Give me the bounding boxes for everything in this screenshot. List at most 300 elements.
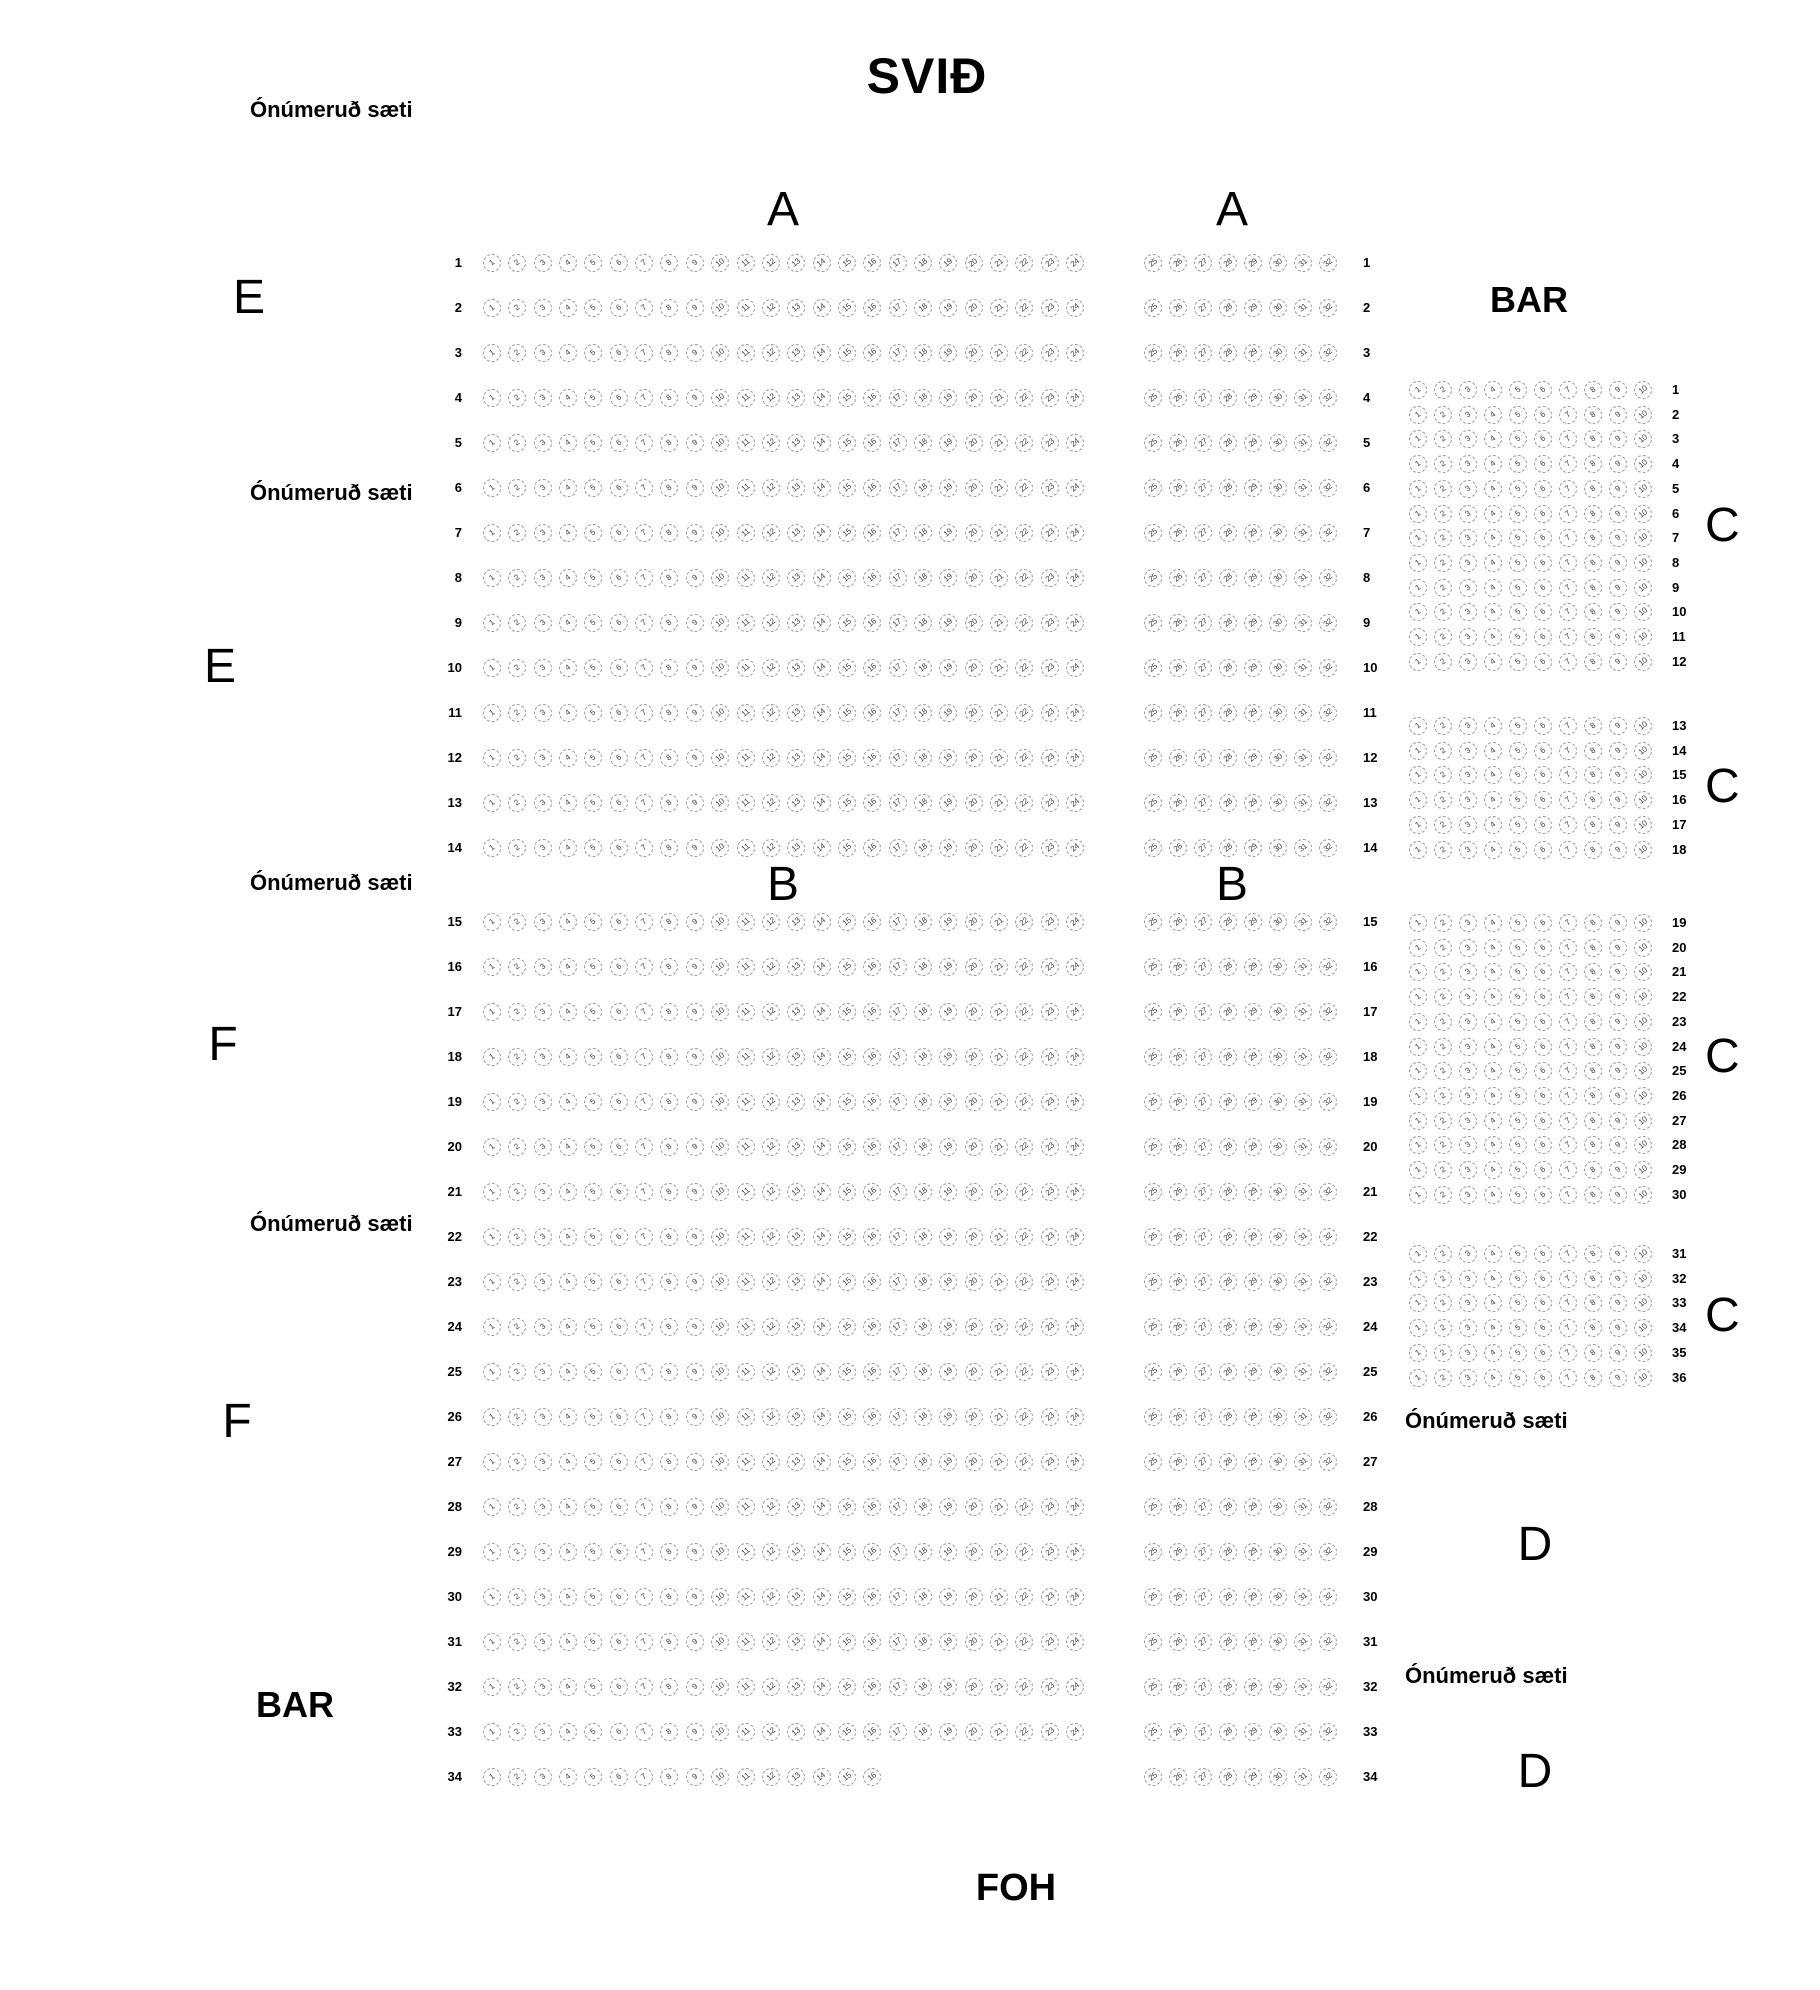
seat[interactable] xyxy=(660,839,678,857)
seat[interactable] xyxy=(965,1678,983,1696)
seat[interactable] xyxy=(1459,653,1477,671)
seat[interactable] xyxy=(1066,1093,1084,1111)
seat[interactable] xyxy=(914,913,932,931)
seat[interactable] xyxy=(1169,1723,1187,1741)
seat[interactable] xyxy=(1609,1319,1627,1337)
seat[interactable] xyxy=(914,1048,932,1066)
seat[interactable] xyxy=(1559,1136,1577,1154)
seat[interactable] xyxy=(483,1048,501,1066)
seat[interactable] xyxy=(914,299,932,317)
seat[interactable] xyxy=(787,1633,805,1651)
seat[interactable] xyxy=(686,1228,704,1246)
seat[interactable] xyxy=(1459,603,1477,621)
seat[interactable] xyxy=(1244,794,1262,812)
seat[interactable] xyxy=(1294,434,1312,452)
seat[interactable] xyxy=(559,1588,577,1606)
seat[interactable] xyxy=(939,479,957,497)
seat[interactable] xyxy=(1319,1678,1337,1696)
seat[interactable] xyxy=(914,958,932,976)
seat[interactable] xyxy=(1269,659,1287,677)
seat[interactable] xyxy=(787,1228,805,1246)
seat[interactable] xyxy=(660,1273,678,1291)
seat[interactable] xyxy=(939,1048,957,1066)
seat[interactable] xyxy=(889,1498,907,1516)
seat[interactable] xyxy=(1634,653,1652,671)
seat[interactable] xyxy=(1194,1003,1212,1021)
seat[interactable] xyxy=(610,299,628,317)
seat[interactable] xyxy=(584,479,602,497)
seat[interactable] xyxy=(660,1138,678,1156)
seat[interactable] xyxy=(939,794,957,812)
seat[interactable] xyxy=(1294,524,1312,542)
seat[interactable] xyxy=(610,1723,628,1741)
seat[interactable] xyxy=(534,524,552,542)
seat[interactable] xyxy=(965,1318,983,1336)
seat[interactable] xyxy=(584,1318,602,1336)
seat[interactable] xyxy=(1319,254,1337,272)
seat[interactable] xyxy=(889,1138,907,1156)
seat[interactable] xyxy=(863,749,881,767)
seat[interactable] xyxy=(1194,569,1212,587)
seat[interactable] xyxy=(1509,963,1527,981)
seat[interactable] xyxy=(1066,958,1084,976)
seat[interactable] xyxy=(1509,939,1527,957)
seat[interactable] xyxy=(863,1228,881,1246)
seat[interactable] xyxy=(1409,717,1427,735)
seat[interactable] xyxy=(584,1408,602,1426)
seat[interactable] xyxy=(965,1003,983,1021)
seat[interactable] xyxy=(1144,1318,1162,1336)
seat[interactable] xyxy=(1294,1408,1312,1426)
seat[interactable] xyxy=(838,704,856,722)
seat[interactable] xyxy=(1634,455,1652,473)
seat[interactable] xyxy=(1219,1183,1237,1201)
seat[interactable] xyxy=(1194,1543,1212,1561)
seat[interactable] xyxy=(1219,1093,1237,1111)
seat[interactable] xyxy=(939,958,957,976)
seat[interactable] xyxy=(1559,1270,1577,1288)
seat[interactable] xyxy=(1244,704,1262,722)
seat[interactable] xyxy=(1041,839,1059,857)
seat[interactable] xyxy=(635,434,653,452)
seat[interactable] xyxy=(660,254,678,272)
seat[interactable] xyxy=(1066,389,1084,407)
seat[interactable] xyxy=(584,1183,602,1201)
seat[interactable] xyxy=(635,1543,653,1561)
seat[interactable] xyxy=(1219,1048,1237,1066)
seat[interactable] xyxy=(1609,628,1627,646)
seat[interactable] xyxy=(660,659,678,677)
seat[interactable] xyxy=(1534,406,1552,424)
seat[interactable] xyxy=(838,614,856,632)
seat[interactable] xyxy=(1041,434,1059,452)
seat[interactable] xyxy=(1559,653,1577,671)
seat[interactable] xyxy=(1144,299,1162,317)
seat[interactable] xyxy=(1434,480,1452,498)
seat[interactable] xyxy=(990,434,1008,452)
seat[interactable] xyxy=(863,1588,881,1606)
seat[interactable] xyxy=(1409,816,1427,834)
seat[interactable] xyxy=(1509,1344,1527,1362)
seat[interactable] xyxy=(1409,1136,1427,1154)
seat[interactable] xyxy=(711,704,729,722)
seat[interactable] xyxy=(1041,1723,1059,1741)
seat[interactable] xyxy=(1144,1363,1162,1381)
seat[interactable] xyxy=(1409,1038,1427,1056)
seat[interactable] xyxy=(1144,1633,1162,1651)
seat[interactable] xyxy=(1244,344,1262,362)
seat[interactable] xyxy=(1459,988,1477,1006)
seat[interactable] xyxy=(1509,628,1527,646)
seat[interactable] xyxy=(686,569,704,587)
seat[interactable] xyxy=(737,1363,755,1381)
seat[interactable] xyxy=(1169,958,1187,976)
seat[interactable] xyxy=(1066,659,1084,677)
seat[interactable] xyxy=(1634,742,1652,760)
seat[interactable] xyxy=(635,1723,653,1741)
seat[interactable] xyxy=(787,524,805,542)
seat[interactable] xyxy=(1015,1138,1033,1156)
seat[interactable] xyxy=(584,1768,602,1786)
seat[interactable] xyxy=(686,614,704,632)
seat[interactable] xyxy=(610,1408,628,1426)
seat[interactable] xyxy=(1434,579,1452,597)
seat[interactable] xyxy=(889,299,907,317)
seat[interactable] xyxy=(1319,958,1337,976)
seat[interactable] xyxy=(1144,659,1162,677)
seat[interactable] xyxy=(1534,1161,1552,1179)
seat[interactable] xyxy=(914,344,932,362)
seat[interactable] xyxy=(1484,717,1502,735)
seat[interactable] xyxy=(1634,603,1652,621)
seat[interactable] xyxy=(914,254,932,272)
seat[interactable] xyxy=(813,434,831,452)
seat[interactable] xyxy=(1219,1003,1237,1021)
seat[interactable] xyxy=(1509,1136,1527,1154)
seat[interactable] xyxy=(508,1543,526,1561)
seat[interactable] xyxy=(1244,1588,1262,1606)
seat[interactable] xyxy=(1066,434,1084,452)
seat[interactable] xyxy=(483,434,501,452)
seat[interactable] xyxy=(990,839,1008,857)
seat[interactable] xyxy=(1194,1588,1212,1606)
seat[interactable] xyxy=(1066,344,1084,362)
seat[interactable] xyxy=(1041,749,1059,767)
seat[interactable] xyxy=(1459,505,1477,523)
seat[interactable] xyxy=(559,1453,577,1471)
seat[interactable] xyxy=(1244,659,1262,677)
seat[interactable] xyxy=(1534,988,1552,1006)
seat[interactable] xyxy=(1559,1245,1577,1263)
seat[interactable] xyxy=(1534,653,1552,671)
seat[interactable] xyxy=(559,344,577,362)
seat[interactable] xyxy=(1509,579,1527,597)
seat[interactable] xyxy=(584,1543,602,1561)
seat[interactable] xyxy=(635,569,653,587)
seat[interactable] xyxy=(737,614,755,632)
seat[interactable] xyxy=(1144,1273,1162,1291)
seat[interactable] xyxy=(1634,1294,1652,1312)
seat[interactable] xyxy=(762,344,780,362)
seat[interactable] xyxy=(1219,569,1237,587)
seat[interactable] xyxy=(939,1678,957,1696)
seat[interactable] xyxy=(762,1138,780,1156)
seat[interactable] xyxy=(534,1228,552,1246)
seat[interactable] xyxy=(1559,1013,1577,1031)
seat[interactable] xyxy=(813,524,831,542)
seat[interactable] xyxy=(1434,1344,1452,1362)
seat[interactable] xyxy=(1534,628,1552,646)
seat[interactable] xyxy=(787,704,805,722)
seat[interactable] xyxy=(1169,1003,1187,1021)
seat[interactable] xyxy=(559,1003,577,1021)
seat[interactable] xyxy=(863,1633,881,1651)
seat[interactable] xyxy=(1634,963,1652,981)
seat[interactable] xyxy=(483,913,501,931)
seat[interactable] xyxy=(787,1093,805,1111)
seat[interactable] xyxy=(1294,1363,1312,1381)
seat[interactable] xyxy=(914,1273,932,1291)
seat[interactable] xyxy=(1559,914,1577,932)
seat[interactable] xyxy=(1015,614,1033,632)
seat[interactable] xyxy=(1484,1245,1502,1263)
seat[interactable] xyxy=(990,1318,1008,1336)
seat[interactable] xyxy=(635,1183,653,1201)
seat[interactable] xyxy=(1319,479,1337,497)
seat[interactable] xyxy=(584,749,602,767)
seat[interactable] xyxy=(1294,1273,1312,1291)
seat[interactable] xyxy=(1066,704,1084,722)
seat[interactable] xyxy=(1609,579,1627,597)
seat[interactable] xyxy=(737,913,755,931)
seat[interactable] xyxy=(1634,1087,1652,1105)
seat[interactable] xyxy=(559,794,577,812)
seat[interactable] xyxy=(660,794,678,812)
seat[interactable] xyxy=(534,1048,552,1066)
seat[interactable] xyxy=(508,958,526,976)
seat[interactable] xyxy=(686,299,704,317)
seat[interactable] xyxy=(660,1363,678,1381)
seat[interactable] xyxy=(737,659,755,677)
seat[interactable] xyxy=(1244,1723,1262,1741)
seat[interactable] xyxy=(1584,1319,1602,1337)
seat[interactable] xyxy=(584,1453,602,1471)
seat[interactable] xyxy=(1066,1273,1084,1291)
seat[interactable] xyxy=(1194,749,1212,767)
seat[interactable] xyxy=(1015,389,1033,407)
seat[interactable] xyxy=(914,479,932,497)
seat[interactable] xyxy=(1634,766,1652,784)
seat[interactable] xyxy=(1144,839,1162,857)
seat[interactable] xyxy=(1484,529,1502,547)
seat[interactable] xyxy=(1244,1273,1262,1291)
seat[interactable] xyxy=(762,704,780,722)
seat[interactable] xyxy=(660,1093,678,1111)
seat[interactable] xyxy=(686,1138,704,1156)
seat[interactable] xyxy=(1319,913,1337,931)
seat[interactable] xyxy=(1319,1543,1337,1561)
seat[interactable] xyxy=(1244,1498,1262,1516)
seat[interactable] xyxy=(1294,1633,1312,1651)
seat[interactable] xyxy=(889,958,907,976)
seat[interactable] xyxy=(610,1273,628,1291)
seat[interactable] xyxy=(1634,480,1652,498)
seat[interactable] xyxy=(635,344,653,362)
seat[interactable] xyxy=(534,569,552,587)
seat[interactable] xyxy=(686,1723,704,1741)
seat[interactable] xyxy=(534,254,552,272)
seat[interactable] xyxy=(813,1678,831,1696)
seat[interactable] xyxy=(635,1363,653,1381)
seat[interactable] xyxy=(508,704,526,722)
seat[interactable] xyxy=(1169,659,1187,677)
seat[interactable] xyxy=(1434,914,1452,932)
seat[interactable] xyxy=(559,389,577,407)
seat[interactable] xyxy=(863,1048,881,1066)
seat[interactable] xyxy=(508,659,526,677)
seat[interactable] xyxy=(1484,988,1502,1006)
seat[interactable] xyxy=(483,659,501,677)
seat[interactable] xyxy=(787,434,805,452)
seat[interactable] xyxy=(737,1408,755,1426)
seat[interactable] xyxy=(1194,794,1212,812)
seat[interactable] xyxy=(1144,524,1162,542)
seat[interactable] xyxy=(711,614,729,632)
seat[interactable] xyxy=(1269,344,1287,362)
seat[interactable] xyxy=(1484,554,1502,572)
seat[interactable] xyxy=(1066,1678,1084,1696)
seat[interactable] xyxy=(1219,479,1237,497)
seat[interactable] xyxy=(1244,1363,1262,1381)
seat[interactable] xyxy=(1409,1161,1427,1179)
seat[interactable] xyxy=(483,704,501,722)
seat[interactable] xyxy=(838,434,856,452)
seat[interactable] xyxy=(990,1543,1008,1561)
seat[interactable] xyxy=(534,1318,552,1336)
seat[interactable] xyxy=(787,1138,805,1156)
seat[interactable] xyxy=(1634,1319,1652,1337)
seat[interactable] xyxy=(483,1003,501,1021)
seat[interactable] xyxy=(483,1588,501,1606)
seat[interactable] xyxy=(1269,958,1287,976)
seat[interactable] xyxy=(889,839,907,857)
seat[interactable] xyxy=(711,1633,729,1651)
seat[interactable] xyxy=(534,913,552,931)
seat[interactable] xyxy=(610,344,628,362)
seat[interactable] xyxy=(762,1048,780,1066)
seat[interactable] xyxy=(1609,1369,1627,1387)
seat[interactable] xyxy=(965,1498,983,1516)
seat[interactable] xyxy=(863,659,881,677)
seat[interactable] xyxy=(1534,579,1552,597)
seat[interactable] xyxy=(1219,614,1237,632)
seat[interactable] xyxy=(635,704,653,722)
seat[interactable] xyxy=(965,479,983,497)
seat[interactable] xyxy=(1559,529,1577,547)
seat[interactable] xyxy=(1194,389,1212,407)
seat[interactable] xyxy=(534,344,552,362)
seat[interactable] xyxy=(1294,913,1312,931)
seat[interactable] xyxy=(1294,749,1312,767)
seat[interactable] xyxy=(711,569,729,587)
seat[interactable] xyxy=(1584,455,1602,473)
seat[interactable] xyxy=(1584,1369,1602,1387)
seat[interactable] xyxy=(1409,1112,1427,1130)
seat[interactable] xyxy=(1409,1245,1427,1263)
seat[interactable] xyxy=(1015,434,1033,452)
seat[interactable] xyxy=(762,1408,780,1426)
seat[interactable] xyxy=(1244,1228,1262,1246)
seat[interactable] xyxy=(762,524,780,542)
seat[interactable] xyxy=(534,1768,552,1786)
seat[interactable] xyxy=(813,344,831,362)
seat[interactable] xyxy=(914,1543,932,1561)
seat[interactable] xyxy=(635,1588,653,1606)
seat[interactable] xyxy=(711,1543,729,1561)
seat[interactable] xyxy=(635,1453,653,1471)
seat[interactable] xyxy=(483,1453,501,1471)
seat[interactable] xyxy=(1015,749,1033,767)
seat[interactable] xyxy=(1319,1498,1337,1516)
seat[interactable] xyxy=(1041,1183,1059,1201)
seat[interactable] xyxy=(1269,1003,1287,1021)
seat[interactable] xyxy=(610,958,628,976)
seat[interactable] xyxy=(610,1633,628,1651)
seat[interactable] xyxy=(1434,1038,1452,1056)
seat[interactable] xyxy=(1244,958,1262,976)
seat[interactable] xyxy=(686,389,704,407)
seat[interactable] xyxy=(965,1453,983,1471)
seat[interactable] xyxy=(1434,1294,1452,1312)
seat[interactable] xyxy=(1459,1136,1477,1154)
seat[interactable] xyxy=(1219,434,1237,452)
seat[interactable] xyxy=(1409,742,1427,760)
seat[interactable] xyxy=(711,749,729,767)
seat[interactable] xyxy=(990,1003,1008,1021)
seat[interactable] xyxy=(1144,1453,1162,1471)
seat[interactable] xyxy=(838,569,856,587)
seat[interactable] xyxy=(686,1498,704,1516)
seat[interactable] xyxy=(737,958,755,976)
seat[interactable] xyxy=(965,1228,983,1246)
seat[interactable] xyxy=(686,913,704,931)
seat[interactable] xyxy=(1015,1183,1033,1201)
seat[interactable] xyxy=(1534,554,1552,572)
seat[interactable] xyxy=(1534,1112,1552,1130)
seat[interactable] xyxy=(1634,1344,1652,1362)
seat[interactable] xyxy=(635,1273,653,1291)
seat[interactable] xyxy=(813,1093,831,1111)
seat[interactable] xyxy=(965,704,983,722)
seat[interactable] xyxy=(483,749,501,767)
seat[interactable] xyxy=(838,794,856,812)
seat[interactable] xyxy=(762,1003,780,1021)
seat[interactable] xyxy=(1559,939,1577,957)
seat[interactable] xyxy=(1319,1273,1337,1291)
seat[interactable] xyxy=(1294,344,1312,362)
seat[interactable] xyxy=(1434,406,1452,424)
seat[interactable] xyxy=(1294,839,1312,857)
seat[interactable] xyxy=(1409,430,1427,448)
seat[interactable] xyxy=(1484,628,1502,646)
seat[interactable] xyxy=(711,434,729,452)
seat[interactable] xyxy=(1319,1363,1337,1381)
seat[interactable] xyxy=(813,659,831,677)
seat[interactable] xyxy=(787,1498,805,1516)
seat[interactable] xyxy=(711,1138,729,1156)
seat[interactable] xyxy=(1144,1723,1162,1741)
seat[interactable] xyxy=(508,254,526,272)
